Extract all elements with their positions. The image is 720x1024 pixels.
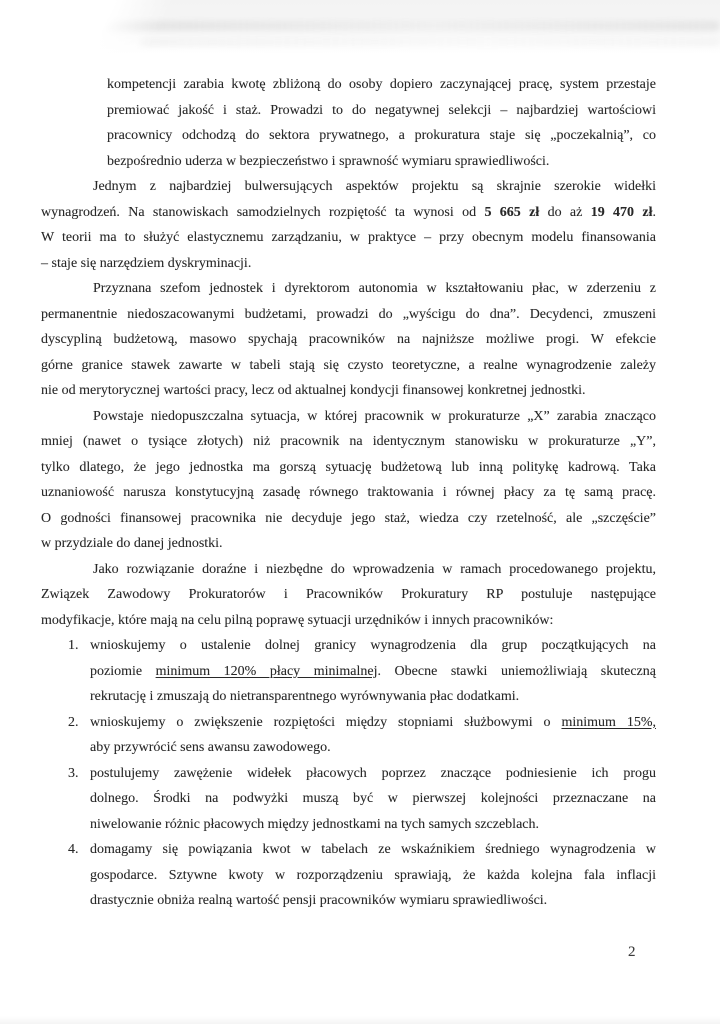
text-line: gospodarce. Sztywne kwoty w rozporządzeniu sprawiają, że każda kolejna fala inflacji	[90, 867, 656, 883]
scan-smudge-streak-lower	[140, 38, 720, 46]
text-line: Jako rozwiązanie doraźne i niezbędne do wprowadzenia w ramach procedowanego projektu,	[93, 561, 656, 577]
text-line: górne granice stawek zawarte w tabeli stają się czysto teoretyczne, a realne wynagrodzenie zależy	[41, 357, 656, 373]
text-line: dyscypliną budżetową, masowo spychają pracowników na najniższe możliwe progi. W efekcie	[41, 332, 656, 347]
text-line: rekrutację i zmuszają do nietransparentnego wyrównywania płac dodatkami.	[90, 689, 520, 704]
list-item	[41, 837, 656, 914]
text-line: Przyznana szefom jednostek i dyrektorom autonomia w kształtowaniu płac, w zderzeniu z	[93, 281, 656, 296]
text-line: poziomie minimum 120% płacy minimalnej. Obecne stawki uniemożliwiają skuteczną	[90, 663, 656, 679]
paragraph	[41, 72, 656, 174]
text-line: drastycznie obniża realną wartość pensji pracowników wymiaru sprawiedliwości.	[90, 893, 548, 908]
list-item	[41, 633, 656, 710]
text-line: wnioskujemy o zwiększenie rozpiętości między stopniami służbowymi o minimum 15%,	[90, 714, 656, 730]
text-line: Jednym z najbardziej bulwersujących aspektów projektu są skrajnie szerokie widełki	[93, 179, 656, 194]
text-line: modyfikacje, które mają na celu pilną poprawę sytuacji urzędników i innych pracowników:	[41, 612, 554, 628]
text-line: wynagrodzeń. Na stanowiskach samodzielnych rozpiętość ta wynosi od 5 665 zł do aż 19 470 zł.	[41, 204, 656, 220]
text-line: Związek Zawodowy Prokuratorów i Pracowników Prokuratury RP postuluje następujące	[41, 587, 656, 602]
paragraph	[41, 404, 656, 557]
text-line: Powstaje niedopuszczalna sytuacja, w której pracownik w prokuraturze „X” zarabia znacząco	[93, 408, 656, 424]
paragraph	[41, 276, 656, 404]
page-number: 2	[628, 944, 636, 960]
text-line: niwelowanie różnic płacowych między jednostkami na tych samych szczeblach.	[90, 816, 539, 832]
scan-bottom-shade	[0, 1016, 720, 1024]
paragraph	[41, 174, 656, 276]
text-line: nie od merytorycznej wartości pracy, lecz od aktualnej kondycji finansowej konkretnej jednostki.	[41, 383, 586, 398]
list-item-number: 1.	[68, 638, 79, 653]
document-blocks	[41, 72, 656, 914]
paragraph	[41, 557, 656, 634]
text-line: tylko dlatego, że jego jednostka ma gorszą sytuację budżetową lub inną politykę kadrową. Taka	[41, 459, 656, 475]
text-line: domagamy się powiązania kwot w tabelach ze wskaźnikiem średniego wynagrodzenia w	[90, 842, 656, 857]
text-line: W teorii ma to służyć elastycznemu zarządzaniu, w praktyce – przy obecnym modelu finansowania	[41, 230, 656, 245]
text-line: O godności finansowej pracownika nie decyduje jego staż, wiedza czy rzetelność, ale „szczęście”	[41, 510, 656, 526]
text-line: wnioskujemy o ustalenie dolnej granicy wynagrodzenia dla grup początkujących na	[90, 638, 656, 653]
text-line: permanentnie niedoszacowanymi budżetami, prowadzi do „wyścigu do dna”. Decydenci, zmuszeni	[41, 306, 656, 322]
text-line: aby przywrócić sens awansu zawodowego.	[90, 740, 331, 755]
text-line: dolnego. Środki na podwyżki muszą być w pierwszej kolejności przeznaczane na	[90, 791, 656, 806]
list-item	[41, 710, 656, 761]
text-line: postulujemy zawężenie widełek płacowych poprzez znaczące podniesienie ich progu	[90, 765, 656, 781]
list-item	[41, 761, 656, 838]
list-item-number: 4.	[68, 842, 79, 857]
text-line: w przydziale do danej jednostki.	[41, 536, 223, 551]
list-item-number: 3.	[68, 765, 79, 781]
list-item-number: 2.	[68, 714, 79, 730]
text-line: premiować jakość i staż. Prowadzi to do negatywnej selekcji – najbardziej wartościowi	[107, 102, 656, 118]
text-line: pracownicy odchodzą do sektora prywatnego, a prokuratura staje się „poczekalnią”, co	[107, 128, 656, 143]
text-line: bezpośrednio uderza w bezpieczeństwo i sprawność wymiaru sprawiedliwości.	[107, 153, 550, 169]
text-line: mniej (nawet o tysiące złotych) niż pracownik na identycznym stanowisku w prokuraturze „Y”,	[41, 434, 656, 449]
text-line: – staje się narzędziem dyskryminacji.	[41, 255, 252, 271]
text-line: kompetencji zarabia kwotę zbliżoną do osoby dopiero zaczynającej pracę, system przestaje	[107, 77, 656, 92]
scan-corner-highlight	[0, 0, 190, 70]
text-line: uznaniowość narusza konstytucyjną zasadę równego traktowania i równej płacy za tę samą pracę.	[41, 485, 656, 500]
